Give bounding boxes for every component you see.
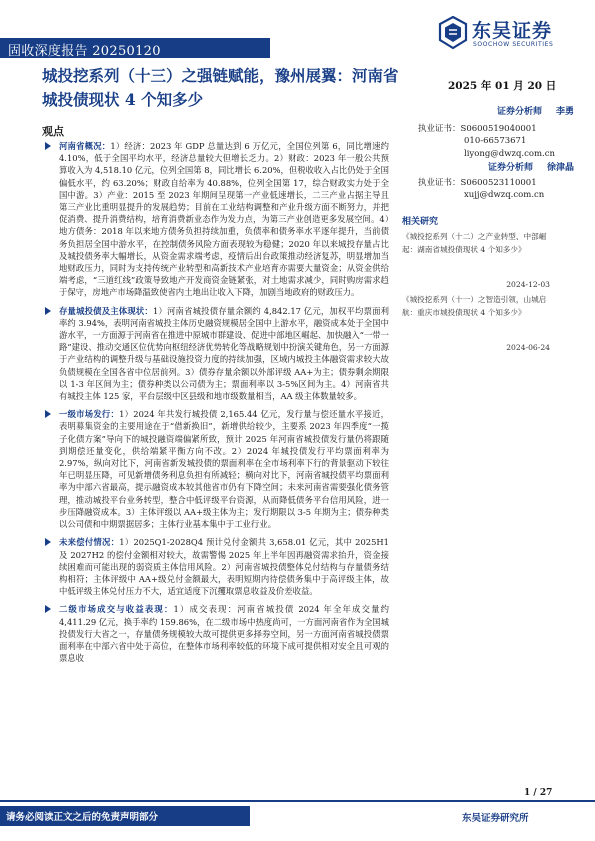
- analyst-email[interactable]: liyong@dwzq.com.cn: [464, 148, 555, 159]
- footer-divider: [0, 800, 595, 802]
- analyst-name: 李勇: [555, 107, 574, 117]
- analyst-name: 徐津晶: [546, 163, 574, 173]
- list-item: [42, 305, 389, 403]
- analyst-cert: 执业证书：S0600519040001: [418, 123, 537, 134]
- viewpoint-list: [42, 140, 389, 670]
- logo-text-en: SOOCHOW SECURITIES: [473, 41, 554, 48]
- analyst-cert: 执业证书：S0600523110001: [418, 177, 537, 188]
- triangle-bullet-icon: [45, 538, 51, 546]
- bullet-heading: 河南省概况：: [59, 141, 111, 151]
- logo-text-cn: 东吴证券: [472, 20, 553, 42]
- analyst-phone: 010-66573671: [464, 136, 527, 146]
- related-item[interactable]: 《城投挖系列（十二）之产业转型、中部崛起：湖南省城投债现状 4 个知多少》: [402, 232, 547, 254]
- soochow-logo-icon: [438, 16, 468, 50]
- list-item: [42, 603, 389, 664]
- analyst-role: 证券分析师: [487, 163, 533, 173]
- bullet-text: 1）经济：2023 年 GDP 总量达到 6 万亿元，全国位列第 6，同比增速约 4.10%，低于全国平均水平，经济总量较大但增长乏力。2）财政：2023 年一般公共预算收入为 4,518.10 亿元，位列全国第 8，同比增长 6.20%，但税收收入占比仍处于全国偏低水平，约 63.20%；财政自给率为 40.88%，位列全国第 17，综合财政实力处于全国中游。3）产业：2015 至 2023 年期间呈现第一产业低速增长，二三产业占据主导且第三产业比重明显提升的发展趋势；目前在工业结构调整和产业升级方面不断努力，并把促消费、提升消费结构，培育消费新业态作为发力点，为第三产业创造更多发展空间。4）地方债务：2018 年以来地方债务负担持续加重，负债率和债务率水平逐年提升，当前债务负担居全国中游水平，在控制债务风险方面表现较为稳健；2020 年以来城投存量占比及城投债务率大幅增长，从资金需求端考虑，疫情后出台政策推动经济复苏，明显增加当地财政压力，同时为支持传统产业转型和高新技术产业培育亦需要大量资金；从资金供给端考虑，“三道红线”政策导致地产开发商资金链紧张，对土地需求减少，同时购房需求趋于保守，房地产市场降温致使省内土地出让收入下降，加剧当地政府的财政压力。: [59, 141, 390, 298]
- related-item-date: 2024-06-24: [506, 343, 550, 352]
- research-institute-label: 东吴证券研究所: [462, 813, 529, 824]
- bullet-text: 1）2024 年共发行城投债 2,165.44 亿元，发行量与偿还量水平接近，表明募集资金的主要用途在于“借新换旧”，新增供给较少，主要系 2023 年四季度“一揽子化债方案”导向下的城投融资端偏紧所致，预计 2025 年河南省城投债发行量仍将跟随到期偿还量变化，供给端紧平衡方向不改。2）2024 年城投债发行平均票面利率为 2.97%，纵向对比下，河南省新发城投债的票面利率在全市场利率下行的背景驱动下较往年已明显压降，可见新增债务利息负担有所减轻；横向对比下，河南省城投债平均票面利率为中部六省最高，提示融资成本较其他省市仍有下降空间；未来河南省需要强化债务管理，推动城投平台业务转型，整合中低评级平台资源，从而降低债务平台信用风险，进一步压降融资成本。3）主体评级以 AA+级主体为主；发行期限以 3-5 年期为主；债券种类以公司债和中期票据居多；主体行业基本集中于工业行业。: [59, 409, 390, 530]
- bullet-heading: 未来偿付情况：: [59, 537, 120, 548]
- analyst-block-1: [418, 106, 578, 160]
- company-logo: [438, 16, 578, 52]
- bullet-text: 1）2025Q1-2028Q4 预计兑付金额共 3,658.01 亿元，其中 2025H1 及 2027H2 的偿付金额相对较大，故需警惕 2025 年上半年因再融资需求抬升，资金接续困难而可能出现的弱资质主体信用风险。2）河南省城投债整体兑付结构与存量债务结构相符；主体评级中 AA+级兑付金额最大，表明短期内待偿债务集中于高评级主体，故中低评级主体兑付压力不大，适宜适度下沉攫取票息收益及价差收益。: [59, 537, 389, 597]
- analyst-email[interactable]: xujj@dwzq.com.cn: [464, 190, 545, 200]
- list-item: [42, 140, 389, 299]
- bullet-text: 1）成交表现：河南省城投债 2024 年全年成交量约 4,411.29 亿元，换手率约 159.86%，在二级市场中热度尚可，一方面河南省作为全国城投债发行大省之一，存量债务规模较大故可提供更多择券空间，另一方面河南省城投债票面利率在中部六省中处于高位，在整体市场利率较低的环境下成可提供相对安全且可观的票息收: [59, 604, 389, 664]
- analyst-block-2: [418, 162, 578, 202]
- bullet-heading: 存量城投债及主体现状：: [59, 305, 153, 316]
- bullet-heading: 二级市场成交与收益表现：: [59, 604, 174, 615]
- bullet-heading: 一级市场发行：: [59, 409, 120, 420]
- report-date: 2025 年 01 月 20 日: [448, 80, 557, 92]
- related-item-date: 2024-12-03: [506, 280, 550, 289]
- report-type-banner: [0, 38, 270, 58]
- report-title: 城投挖系列（十三）之强链赋能，豫州展翼：河南省城投债现状 4 个知多少: [42, 66, 399, 109]
- page-number: 1 / 27: [524, 788, 553, 798]
- triangle-bullet-icon: [45, 605, 51, 613]
- list-item: [42, 536, 389, 597]
- bullet-text: 1）河南省城投债存量余额约 4,842.17 亿元，加权平均票面利率约 3.94%，表明河南省城投主体历史融资规模居全国中上游水平，融资成本处于全国中游水平，一方面源于河南省在推进中原城市群建设、促进中部地区崛起、加快融入“一带一路”建设、推动交通区位优势向枢纽经济优势转化等战略规划中扮演关键角色，另一方面源于产业结构的调整升级与基础设施投资力度的持续加强，区域内城投主体融资需求较大故负债规模在全国各省中位居前列。3）债券存量余额以外部评级 AA+为主；债券剩余期限以 1-3 年区间为主；债券种类以公司债为主；票面利率以 3-5%区间为主。4）河南省共有城投主体 125 家，平台层级中区县级和地市级数量相当，AA 级主体数量较多。: [59, 305, 389, 402]
- disclaimer-banner: [0, 806, 250, 826]
- disclaimer-text: 请务必阅读正文之后的免责声明部分: [6, 812, 159, 823]
- related-item[interactable]: 《城投挖系列（十一）之智造引领，山城启航：重庆市城投债现状 4 个知多少》: [402, 295, 547, 317]
- viewpoint-heading: 观点: [42, 125, 64, 138]
- analyst-role: 证券分析师: [496, 107, 542, 117]
- triangle-bullet-icon: [45, 307, 51, 315]
- triangle-bullet-icon: [45, 142, 51, 150]
- report-type-label: 固收深度报告 20250120: [8, 44, 161, 59]
- list-item: [42, 408, 389, 530]
- triangle-bullet-icon: [45, 410, 51, 418]
- related-research-heading: 相关研究: [402, 217, 439, 227]
